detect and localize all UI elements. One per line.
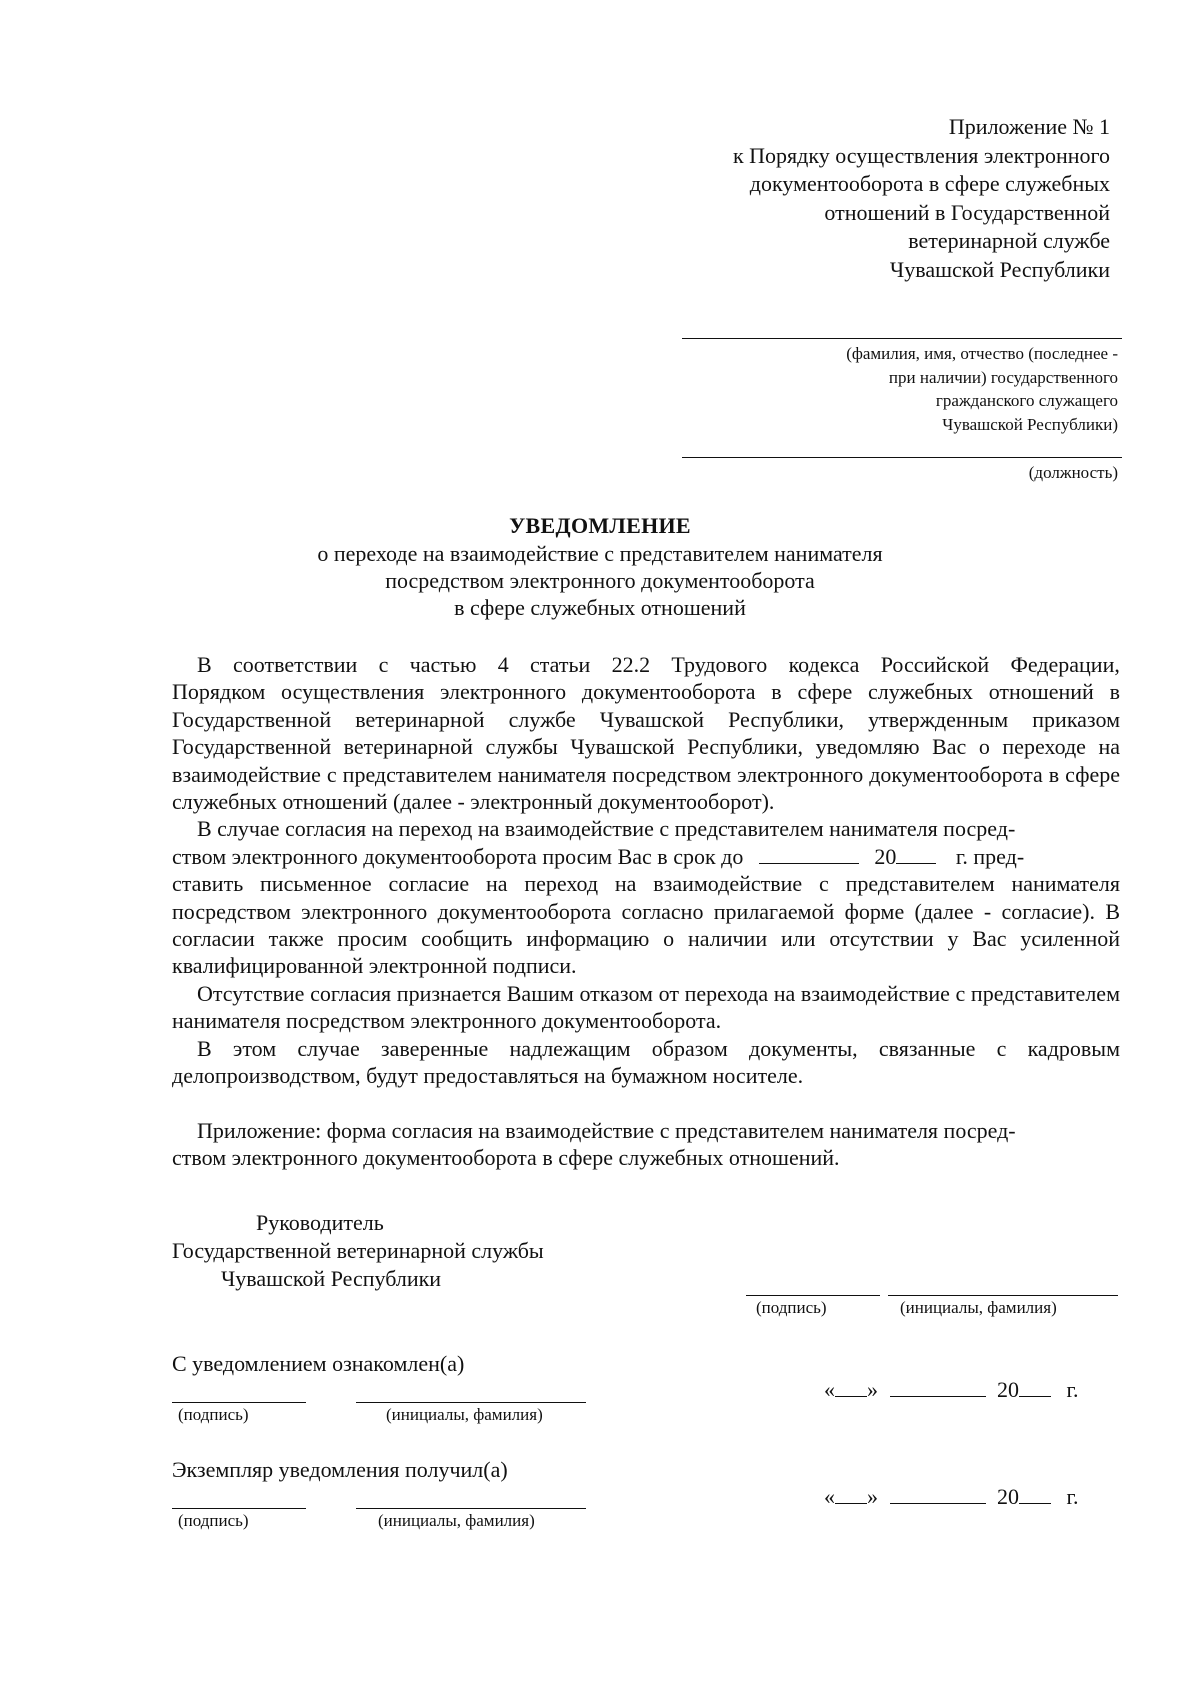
recipient-name-caption (678, 342, 1118, 436)
caption-line: Чувашской Республики) (942, 414, 1118, 434)
acquainted-date (824, 1376, 1079, 1403)
word: 22.2 (611, 652, 651, 677)
word: 4 (497, 652, 509, 677)
year-prefix: 20 (997, 1484, 1019, 1509)
title-sub-line: посредством электронного документооборота (385, 568, 815, 593)
head-signature-line (746, 1295, 880, 1296)
recipient-position-caption: (должность) (1028, 463, 1118, 482)
head-name-caption: (инициалы, фамилия) (900, 1298, 1057, 1317)
received-date (824, 1483, 1079, 1510)
appendix-header (550, 113, 1110, 284)
appendix-line: документооборота в сфере служебных (749, 171, 1110, 196)
received-signature-line (172, 1508, 306, 1509)
paragraph-2-line-1 (172, 815, 1120, 842)
deadline-day-month-blank (759, 843, 859, 864)
received-name-line (356, 1508, 586, 1509)
word: Федерации, (1010, 652, 1120, 677)
year-blank (1019, 1376, 1051, 1397)
text-line: В случае согласия на переход на взаимодействие с представителем нанимателя посред- (197, 816, 1016, 842)
appendix-line: Чувашской Республики (889, 256, 1110, 282)
head-title-line: Руководитель (256, 1210, 384, 1235)
attachment-line-2 (172, 1144, 1120, 1171)
text-line (172, 844, 1024, 869)
month-blank (890, 1376, 986, 1397)
title-main: УВЕДОМЛЕНИЕ (509, 513, 691, 538)
day-blank (835, 1483, 867, 1504)
received-name-caption: (инициалы, фамилия) (378, 1511, 535, 1530)
quote-open: « (824, 1484, 835, 1509)
appendix-line: ветеринарной службе (908, 228, 1110, 253)
appendix-line: к Порядку осуществления электронного (732, 142, 1110, 168)
attachment-line-1 (172, 1117, 1120, 1144)
year-prefix: 20 (997, 1377, 1019, 1402)
acquainted-sign-caption: (подпись) (178, 1405, 249, 1424)
acquainted-name-line (356, 1402, 586, 1403)
word: соответствии (233, 652, 358, 677)
acquainted-name-caption: (инициалы, фамилия) (386, 1405, 543, 1424)
acquainted-signature-line (172, 1402, 306, 1403)
word: статьи (530, 652, 591, 677)
word: кодекса (788, 652, 860, 677)
caption-line: (фамилия, имя, отчество (последнее - (846, 344, 1118, 363)
text-fragment: ством электронного документооборота просим Вас в срок до (172, 843, 744, 869)
body-text (172, 651, 1120, 1171)
caption-line: гражданского служащего (935, 391, 1118, 410)
received-label: Экземпляр уведомления получил(а) (172, 1457, 508, 1482)
text-fragment: г. пред- (955, 843, 1025, 869)
appendix-line: Приложение № 1 (948, 114, 1110, 139)
year-blank (1019, 1483, 1051, 1504)
word: Российской (880, 652, 990, 677)
document-title (100, 512, 1100, 621)
word: В (197, 652, 212, 677)
text-line: Приложение: форма согласия на взаимодействие с представителем нанимателя посред- (197, 1117, 1016, 1143)
day-blank (835, 1376, 867, 1397)
year-suffix: г. (1066, 1377, 1079, 1402)
month-blank (890, 1483, 986, 1504)
paragraph-2-line-2 (172, 843, 1120, 870)
year-suffix: г. (1066, 1484, 1079, 1509)
quote-close: » (867, 1377, 878, 1402)
quote-open: « (824, 1377, 835, 1402)
received-sign-caption: (подпись) (178, 1511, 249, 1530)
text-line: ством электронного документооборота в сфере служебных отношений. (172, 1144, 840, 1170)
paragraph-2-rest: ставить письменное согласие на переход на взаимодействие с представителем нанимателя посредством электронного документооборота согласно прилагаемой форме (далее - согласие). В согласии также просим сообщить информацию о наличии или отсутствии у Вас усиленной квалифицированной электронной подписи. (172, 871, 1120, 979)
appendix-line: отношений в Государственной (824, 199, 1110, 225)
head-name-line (888, 1295, 1118, 1296)
word: Трудового (671, 652, 768, 677)
word: частью (409, 652, 477, 677)
title-sub-line: о переходе на взаимодействие с представителем нанимателя (317, 541, 883, 566)
title-sub-line: в сфере служебных отношений (454, 595, 746, 620)
acquainted-label: С уведомлением ознакомлен(а) (172, 1351, 465, 1376)
word: с (378, 652, 389, 677)
paragraph-3: Отсутствие согласия признается Вашим отказом от перехода на взаимодействие с представителем нанимателя посредством электронного документооборота. (172, 980, 1120, 1034)
paragraph-4: В этом случае заверенные надлежащим образом документы, связанные с кадровым делопроизводством, будут предоставляться на бумажном носителе. (172, 1035, 1120, 1089)
quote-close: » (867, 1484, 878, 1509)
justified-line (197, 651, 1120, 678)
caption-line: при наличии) государственного (888, 367, 1118, 387)
year-prefix: 20 (874, 843, 897, 869)
head-title-line: Государственной ветеринарной службы (172, 1238, 544, 1263)
deadline-year-blank (896, 843, 936, 864)
paragraph-1-line-1 (172, 651, 1120, 678)
recipient-position-line (682, 457, 1122, 458)
paragraph-1-rest: Порядком осуществления электронного документооборота в сфере служебных отношений в Государственной ветеринарной службе Чувашской Республики, утвержденным приказом Государственной ветеринарной службы Чувашской Республики, уведомляю Вас о переходе на взаимодействие с представителем нанимателя посредством электронного документооборота в сфере служебных отношений (далее - электронный документооборот). (172, 679, 1120, 815)
head-sign-caption: (подпись) (756, 1298, 827, 1317)
head-title-line: Чувашской Республики (221, 1266, 442, 1291)
recipient-name-line (682, 338, 1122, 339)
